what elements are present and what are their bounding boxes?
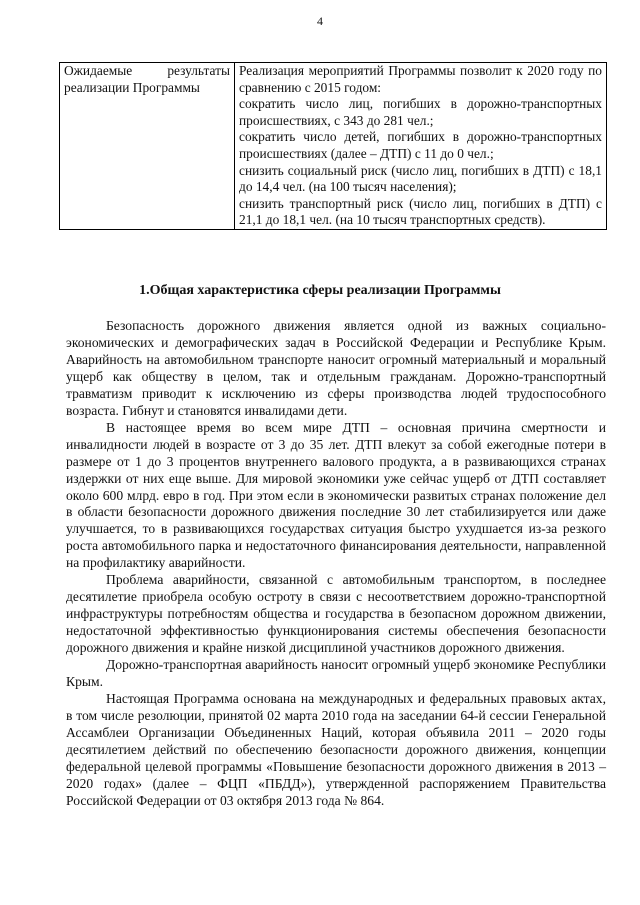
results-line: снизить транспортный риск (число лиц, погибших в ДТП) с 21,1 до 18,1 чел. (на 10 тысяч транспортных средств). <box>239 195 602 228</box>
paragraph: Безопасность дорожного движения является одной из важных социально-экономических и демографических задач в Российской Федерации и Республике Крым. Аварийность на автомобильном транспорте наносит огромный материальный и моральный ущерб как обществу в целом, так и отдельным гражданам. Дорожно-транспортный травматизм приводит к исключению из сферы производства людей трудоспособного возраста. Гибнут и становятся инвалидами дети. <box>66 318 606 418</box>
paragraph: В настоящее время во всем мире ДТП – основная причина смертности и инвалидности людей в возрасте от 3 до 35 лет. ДТП влекут за собой ежегодные потери в размере от 1 до 3 процентов внутреннего валового продукта, а в развивающихся странах издержки от них еще выше. Для мировой экономики уже сейчас ущерб от ДТП составляет около 600 млрд. евро в год. При этом если в экономически развитых странах положение дел в области безопасности дорожного движения последние 30 лет стабилизируется или даже улучшается, то в развивающихся государствах ситуация быстро ухудшается из-за резкого роста автомобильного парка и недостаточного финансирования деятельности, направленной на профилактику аварийности. <box>66 419 606 571</box>
paragraph: Настоящая Программа основана на международных и федеральных правовых актах, в том числе резолюции, принятой 02 марта 2010 года на заседании 64-й сессии Генеральной Ассамблеи Организации Объединенных Наций, которая объявила 2011 – 2020 годы десятилетием действий по обеспечению безопасности дорожного движения, концепции федеральной целевой программы «Повышение безопасности дорожного движения в 2013 – 2020 годах» (далее – ФЦП «ПБДД»), утвержденной распоряжением Правительства Российской Федерации от 03 октября 2013 года № 864. <box>66 690 606 808</box>
results-label-cell: Ожидаемые результаты реализации Программы <box>60 63 235 230</box>
expected-results-table <box>59 62 607 230</box>
results-line: сократить число детей, погибших в дорожно-транспортных происшествиях (далее – ДТП) с 11 до 0 чел.; <box>239 129 602 161</box>
body-text <box>66 318 606 810</box>
paragraph: Проблема аварийности, связанной с автомобильным транспортом, в последнее десятилетие приобрела особую остроту в связи с несоответствием дорожно-транспортной инфраструктуры потребностям общества и государства в безопасном дорожном движении, недостаточной эффективностью функционирования системы обеспечения безопасности дорожного движения и крайне низкой дисциплиной участников дорожного движения. <box>66 572 606 656</box>
results-line: снизить социальный риск (число лиц, погибших в ДТП) с 18,1 до 14,4 чел. (на 100 тысяч населения); <box>239 162 602 195</box>
page-number: 4 <box>317 14 323 28</box>
paragraph: Дорожно-транспортная аварийность наносит огромный ущерб экономике Республики Крым. <box>66 657 606 690</box>
table-row <box>60 63 607 230</box>
section-title: 1.Общая характеристика сферы реализации Программы <box>139 283 501 298</box>
results-line: Реализация мероприятий Программы позволит к 2020 году по сравнению с 2015 годом: <box>239 63 602 95</box>
results-content-cell <box>235 63 607 230</box>
results-line: сократить число лиц, погибших в дорожно-транспортных происшествиях, с 343 до 281 чел.; <box>239 96 602 128</box>
